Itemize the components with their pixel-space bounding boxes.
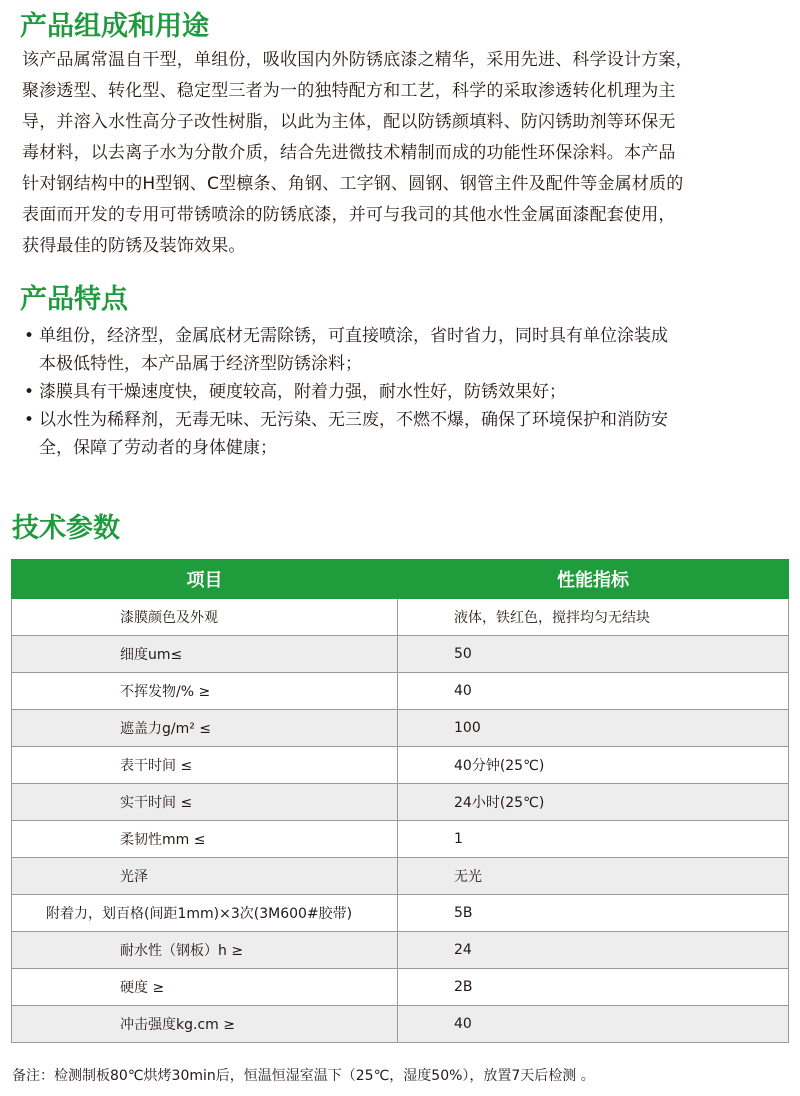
param-name: 遮盖力g/m² ≤	[12, 710, 398, 747]
feature-line: 本极低特性，本产品属于经济型防锈涂料；	[39, 354, 362, 374]
table-row	[12, 784, 789, 821]
usage-line: 导，并溶入水性高分子改性树脂，以此为主体，配以防锈颜填料、防闪锈助剂等环保无	[22, 112, 676, 132]
param-value: 5B	[398, 895, 789, 932]
table-row	[12, 858, 789, 895]
param-value: 液体，铁红色，搅拌均匀无结块	[398, 599, 789, 636]
table-header-row	[12, 560, 789, 599]
usage-line: 针对钢结构中的H型钢、C型檩条、角钢、工字钢、圆钢、钢管主件及配件等金属材质的	[22, 174, 684, 194]
feature-item	[22, 406, 782, 462]
usage-line: 毒材料，以去离子水为分散介质，结合先进微技术精制而成的功能性环保涂料。本产品	[22, 143, 676, 163]
feature-item	[22, 322, 782, 378]
params-heading: 技术参数	[12, 513, 120, 544]
param-name: 细度um≤	[12, 636, 398, 673]
usage-line: 该产品属常温自干型，单组份，吸收国内外防锈底漆之精华，采用先进、科学设计方案，	[22, 50, 693, 70]
table-row	[12, 821, 789, 858]
param-value: 1	[398, 821, 789, 858]
param-value: 50	[398, 636, 789, 673]
param-name: 漆膜颜色及外观	[12, 599, 398, 636]
feature-line: 漆膜具有干燥速度快，硬度较高，附着力强，耐水性好，防锈效果好；	[39, 382, 566, 402]
param-name: 光泽	[12, 858, 398, 895]
usage-paragraph	[22, 45, 782, 262]
table-row	[12, 747, 789, 784]
usage-heading: 产品组成和用途	[20, 11, 209, 42]
param-name: 实干时间 ≤	[12, 784, 398, 821]
table-row	[12, 636, 789, 673]
param-value: 24小时(25℃)	[398, 784, 789, 821]
param-name: 硬度 ≥	[12, 969, 398, 1006]
feature-line: 以水性为稀释剂，无毒无味、无污染、无三废，不燃不爆，确保了环境保护和消防安	[39, 410, 668, 430]
usage-line: 聚渗透型、转化型、稳定型三者为一的独特配方和工艺，科学的采取渗透转化机理为主	[22, 81, 676, 101]
params-table	[11, 559, 789, 1043]
bullet-icon: •	[24, 326, 35, 346]
param-name: 表干时间 ≤	[12, 747, 398, 784]
param-name: 耐水性（钢板）h ≥	[12, 932, 398, 969]
features-list	[22, 322, 782, 462]
param-name: 附着力，划百格(间距1mm)×3次(3M600#胶带)	[12, 895, 398, 932]
table-row	[12, 969, 789, 1006]
table-row	[12, 673, 789, 710]
features-heading: 产品特点	[20, 284, 128, 315]
table-row	[12, 895, 789, 932]
footnote: 备注：检测制板80℃烘烤30min后，恒温恒湿室温下（25℃，湿度50%），放置7天后检测 。	[12, 1068, 595, 1084]
feature-line: 全，保障了劳动者的身体健康；	[39, 438, 277, 458]
feature-item	[22, 378, 782, 406]
param-value: 40	[398, 1006, 789, 1043]
table-row	[12, 599, 789, 636]
feature-line: 单组份，经济型，金属底材无需除锈，可直接喷涂，省时省力，同时具有单位涂装成	[39, 326, 668, 346]
param-name: 柔韧性mm ≤	[12, 821, 398, 858]
param-value: 100	[398, 710, 789, 747]
param-value: 无光	[398, 858, 789, 895]
bullet-icon: •	[24, 382, 35, 402]
usage-line: 表面而开发的专用可带锈喷涂的防锈底漆，并可与我司的其他水性金属面漆配套使用，	[22, 205, 676, 225]
table-row	[12, 932, 789, 969]
table-row	[12, 1006, 789, 1043]
usage-line: 获得最佳的防锈及装饰效果。	[22, 236, 246, 256]
param-name: 不挥发物/% ≥	[12, 673, 398, 710]
param-name: 冲击强度kg.cm ≥	[12, 1006, 398, 1043]
table-row	[12, 710, 789, 747]
bullet-icon: •	[24, 410, 35, 430]
param-value: 40	[398, 673, 789, 710]
param-value: 2B	[398, 969, 789, 1006]
param-value: 24	[398, 932, 789, 969]
param-value: 40分钟(25℃)	[398, 747, 789, 784]
column-header-item: 项目	[12, 560, 398, 599]
column-header-value: 性能指标	[398, 560, 789, 599]
